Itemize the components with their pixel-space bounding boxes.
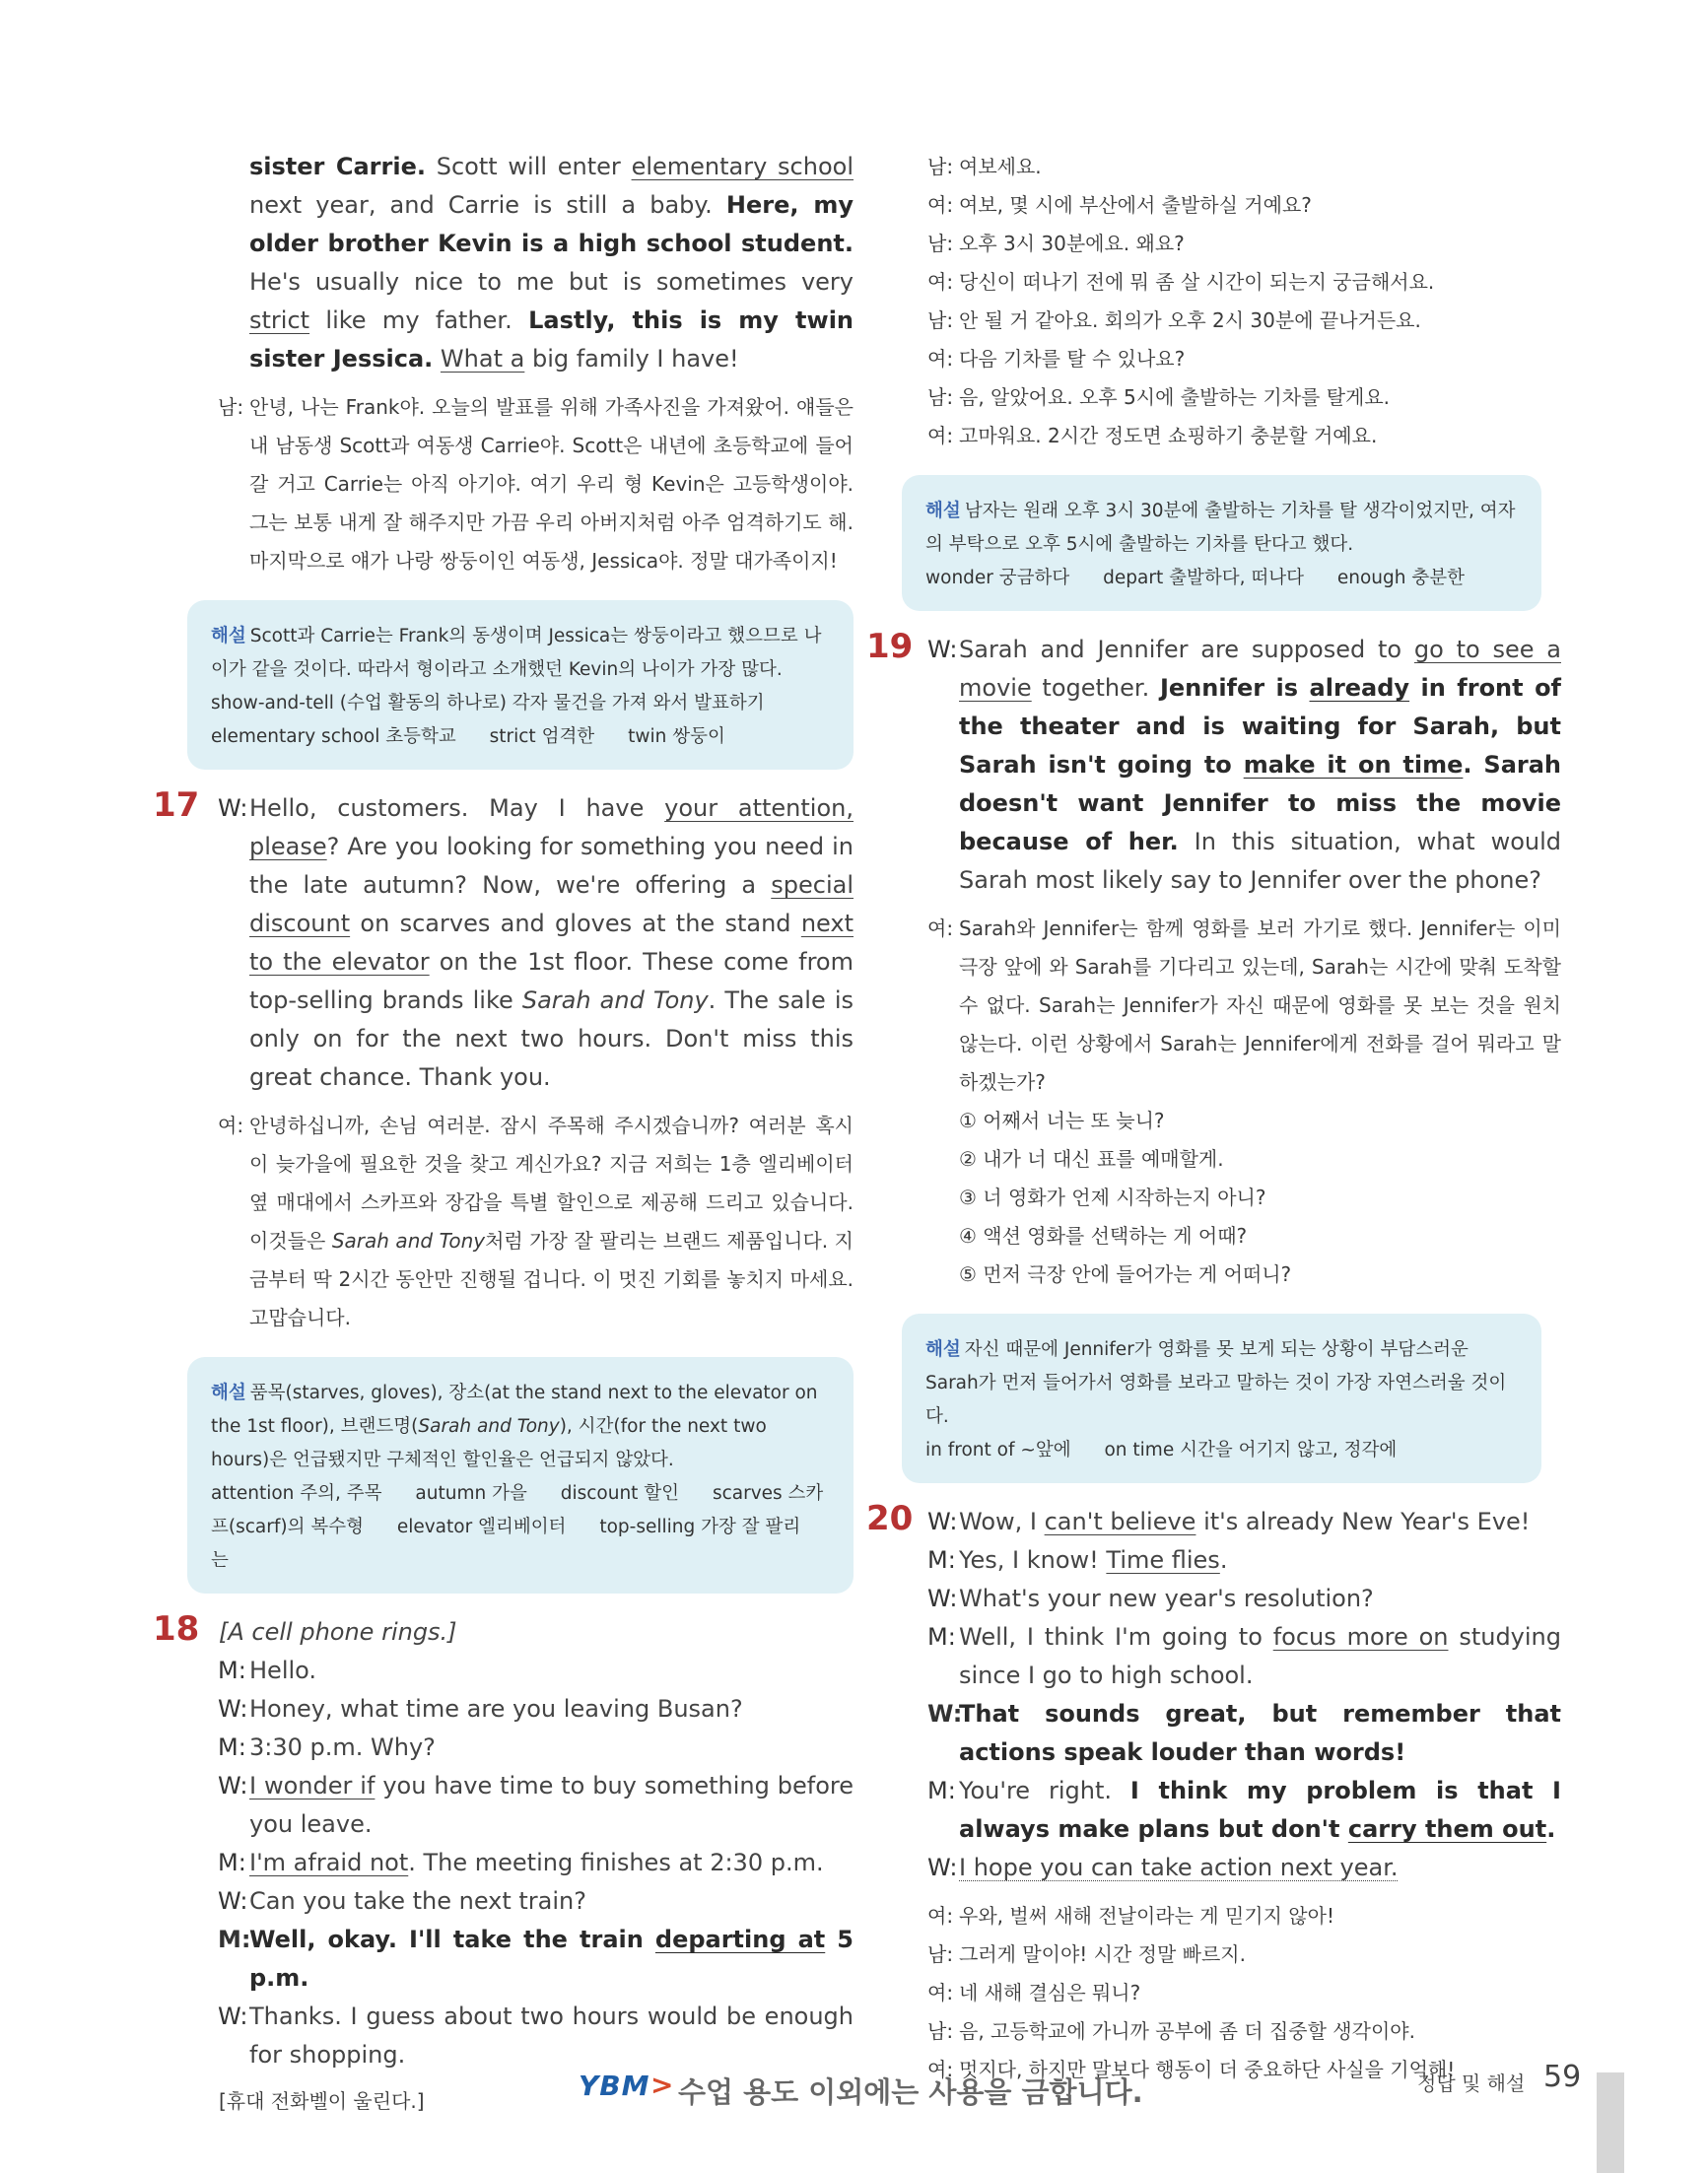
speaker-label: M: <box>218 1926 251 1953</box>
vocab-item: elevator 엘리베이터 <box>396 1517 567 1537</box>
dialogue-underlined: focus more on <box>1272 1623 1449 1651</box>
dialogue-underlined: I hope you can take action next year. <box>959 1854 1399 1881</box>
q18-line <box>158 1767 854 1844</box>
q20-line <box>867 1580 1561 1618</box>
q18-ko-line <box>867 148 1561 186</box>
q17-text: on scarves and gloves at the stand <box>350 910 801 937</box>
speaker-label: 여: <box>927 424 954 447</box>
stage-direction: [A cell phone rings.] <box>219 1618 457 1646</box>
q20-line <box>866 1499 1561 1541</box>
vocab-item: show-and-tell (수업 활동의 하나로) 각자 물건을 가져 와서 발표하기 <box>211 693 765 713</box>
dialogue-text: 5 p.m. <box>249 1926 854 1992</box>
vocab-row <box>211 1483 823 1571</box>
dialogue-text: What's your new year's resolution? <box>959 1585 1374 1612</box>
vocab-item: depart 출발하다, 떠나다 <box>1103 568 1304 588</box>
left-column <box>153 148 854 2121</box>
dialogue-text: Wow, I <box>959 1508 1045 1535</box>
vocab-row <box>211 726 753 747</box>
q16-text <box>433 345 441 373</box>
q16-text: Scott will enter <box>425 153 632 180</box>
vocab-item: wonder 궁금하다 <box>925 568 1070 588</box>
speaker-label: M: <box>218 1733 246 1761</box>
dialogue-underlined: departing at <box>654 1926 826 1953</box>
vocab-item: enough 충분한 <box>1336 568 1465 588</box>
q20-line <box>867 1849 1561 1887</box>
q18-ko-line <box>867 225 1561 263</box>
speaker-label: 여: <box>927 193 954 217</box>
ybm-logo: YBM <box>579 2070 650 2102</box>
q19-korean-text: Sarah와 Jennifer는 함께 영화를 보러 가기로 했다. Jennifer는 이미 극장 앞에 와 Sarah를 기다리고 있는데, Sarah는 시간에 맞춰 도착할 수 없다. Sarah는 Jennifer가 자신 때문에 영화를 못 보는 것을 원치 않는다. 이런 상황에서 Sarah는 Jennifer에게 전화를 걸어 뭐라고 말하겠는가? <box>959 917 1561 1094</box>
vocab-item: twin 쌍둥이 <box>628 726 725 747</box>
korean-dialogue: 여보세요. <box>959 155 1042 178</box>
korean-dialogue: 음, 알았어요. 오후 5시에 출발하는 기차를 탈게요. <box>959 385 1391 409</box>
vocab-item: autumn 가을 <box>415 1483 527 1504</box>
q18-line <box>158 1998 854 2074</box>
answer-option: ③ 너 영화가 언제 시작하는지 아니? <box>959 1186 1266 1209</box>
speaker-label: M: <box>927 1623 956 1651</box>
q19-english <box>866 627 1562 900</box>
dialogue-text: Can you take the next train? <box>249 1887 586 1915</box>
q19-text: In this situation, what would Sarah most likely say to Jennifer over the phone? <box>959 828 1561 894</box>
page-number: 59 <box>1543 2060 1582 2094</box>
question-number: 20 <box>866 1499 914 1538</box>
q17-english <box>153 785 854 1097</box>
q18-ko-line <box>867 378 1561 417</box>
explanation-text: Scott과 Carrie는 Frank의 동생이며 Jessica는 쌍둥이라고 했으므로 나이가 같을 것이다. 따라서 형이라고 소개했던 Kevin의 나이가 가장 많다. <box>211 626 822 680</box>
speaker-label: W: <box>218 1887 248 1915</box>
page-section-label: 정답 및 해설 <box>1417 2071 1526 2095</box>
korean-dialogue: 우와, 벌써 새해 전날이라는 게 믿기지 않아! <box>959 1904 1334 1928</box>
speaker-label: W: <box>927 1585 958 1612</box>
chevron-right-icon: > <box>650 2069 674 2101</box>
q20-ko-line <box>867 1935 1561 1974</box>
q17-korean-translation <box>158 1107 854 1337</box>
korean-dialogue: 여보, 몇 시에 부산에서 출발하실 거예요? <box>959 193 1312 217</box>
q20-ko-line <box>867 1897 1561 1935</box>
q18-ko-line <box>867 340 1561 378</box>
q17-brand: Sarah and Tony <box>331 1229 486 1253</box>
speaker-label: M: <box>927 1546 956 1574</box>
q17-underlined: next to the elevator <box>249 910 854 976</box>
speaker-label: W: <box>927 1700 963 1728</box>
q16-text: sister Carrie. <box>249 153 426 180</box>
vocab-row <box>925 568 1492 588</box>
q20-ko-line <box>867 2012 1561 2051</box>
q20-korean <box>867 1897 1561 2089</box>
answer-option: ① 어째서 너는 또 늦니? <box>959 1109 1165 1132</box>
q19-underlined: already <box>1309 674 1410 702</box>
q18-line <box>158 1882 854 1921</box>
q16-text: Here, my older brother Kevin is a high school student. <box>249 191 854 257</box>
q18-line <box>158 1844 854 1882</box>
explanation-tag: 해설 <box>925 1339 961 1360</box>
vocab-item: on time 시간을 어기지 않고, 정각에 <box>1104 1440 1398 1460</box>
q17-text: . The sale is only on for the next two hours. Don't miss this great chance. Thank you. <box>249 986 854 1091</box>
speaker-label: 여: <box>927 2058 954 2081</box>
q19-text: Sarah and Jennifer are supposed to <box>959 636 1414 663</box>
q16-text: next year, and Carrie is still a baby. <box>249 191 726 219</box>
q20-line <box>867 1618 1561 1695</box>
speaker-label: 여: <box>927 917 954 940</box>
speaker-label: 남: <box>927 2019 954 2043</box>
q19-text: together. <box>1031 674 1160 702</box>
explanation-text: 남자는 원래 오후 3시 30분에 출발하는 기차를 탈 생각이었지만, 여자의 부탁으로 오후 5시에 출발하는 기차를 탄다고 했다. <box>925 501 1516 555</box>
vocab-item: top-selling 가장 잘 팔리는 <box>211 1517 801 1571</box>
speaker-label: M: <box>218 1657 246 1684</box>
speaker-label: W: <box>927 636 958 663</box>
korean-dialogue: 다음 기차를 탈 수 있나요? <box>959 347 1186 371</box>
q19-text: . Sarah doesn't want Jennifer to miss the movie because of her. <box>959 751 1562 855</box>
dialogue-text: . <box>1546 1815 1556 1843</box>
q19-text: Jennifer is <box>1159 674 1310 702</box>
question-number: 19 <box>866 627 914 666</box>
dialogue-text: Well, I think I'm going to <box>959 1623 1273 1651</box>
korean-dialogue: 음, 고등학교에 가니까 공부에 좀 더 집중할 생각이야. <box>959 2019 1415 2043</box>
dialogue-text: Honey, what time are you leaving Busan? <box>249 1695 743 1723</box>
dialogue-text: Thanks. I guess about two hours would be enough for shopping. <box>249 2003 854 2069</box>
dialogue-underlined: I'm afraid not <box>249 1849 409 1876</box>
q16-text: He's usually nice to me but is sometimes very <box>249 268 854 296</box>
q16-korean-translation <box>158 388 854 580</box>
speaker-label: 남: <box>927 1942 954 1966</box>
speaker-label: W: <box>927 1508 958 1535</box>
explanation-text: 품목(starves, gloves), 장소(at the stand next to the elevator on the 1st floor), 브랜드명( <box>211 1383 818 1437</box>
q19-underlined: go to see a movie <box>959 636 1561 702</box>
speaker-label: W: <box>218 2003 248 2030</box>
q18-line <box>158 1921 854 1998</box>
question-number: 17 <box>153 785 200 825</box>
q19-korean-translation <box>867 910 1561 1102</box>
q19-underlined: make it on time <box>1243 751 1464 779</box>
q17-text: on the 1st floor. These come from top-selling brands like <box>249 948 854 1014</box>
dialogue-underlined: can't believe <box>1044 1508 1196 1535</box>
korean-dialogue: 네 새해 결심은 뭐니? <box>959 1981 1141 2004</box>
speaker-label: W: <box>218 794 248 822</box>
korean-dialogue: 멋지다, 하지만 말보다 행동이 더 중요하단 사실을 기억해! <box>959 2058 1456 2081</box>
dialogue-text: . The meeting finishes at 2:30 p.m. <box>408 1849 824 1876</box>
q20-line <box>867 1541 1561 1580</box>
q16-english-text <box>158 148 854 378</box>
answer-option: ② 내가 너 대신 표를 예매할게. <box>959 1147 1224 1171</box>
vocab-item: attention 주의, 주목 <box>211 1483 382 1504</box>
answer-option: ⑤ 먼저 극장 안에 들어가는 게 어떠니? <box>959 1262 1292 1286</box>
q17-underlined: your attention, please <box>249 794 854 860</box>
q17-korean-text: 처럼 가장 잘 팔리는 브랜드 제품입니다. 지금부터 딱 2시간 동안만 진행될 겁니다. 이 멋진 기회를 놓치지 마세요. 고맙습니다. <box>249 1229 854 1329</box>
korean-dialogue: 당신이 떠나기 전에 뭐 좀 살 시간이 되는지 궁금해서요. <box>959 270 1435 294</box>
vocab-item: elementary school 초등학교 <box>211 726 456 747</box>
q17-korean-text: 안녕하십니까, 손님 여러분. 잠시 주목해 주시겠습니까? 여러분 혹시 이 늦가을에 필요한 것을 찾고 계신가요? 지금 저희는 1층 엘리베이터 옆 매대에서 스카프와 장갑을 특별 할인으로 제공해 드리고 있습니다. 이것들은 <box>249 1114 854 1253</box>
q20-line <box>867 1772 1561 1849</box>
q17-underlined: special discount <box>249 871 854 937</box>
dialogue-text: Yes, I know! <box>959 1546 1107 1574</box>
q16-text: like my father. <box>309 306 529 334</box>
vocab-item: scarves 스카프(scarf)의 복수형 <box>211 1483 824 1537</box>
dialogue-underlined: Time flies <box>1106 1546 1220 1574</box>
korean-dialogue: 고마워요. 2시간 정도면 쇼핑하기 충분할 거예요. <box>959 424 1378 447</box>
q18-explanation-box <box>902 475 1541 611</box>
speaker-label: 남: <box>927 308 954 332</box>
korean-dialogue: 안 될 거 같아요. 회의가 오후 2시 30분에 끝나거든요. <box>959 308 1421 332</box>
q17-brand: Sarah and Tony <box>521 986 709 1014</box>
q18-korean-stage: [휴대 전화벨이 울린다.] <box>219 2089 425 2113</box>
speaker-label: 여: <box>927 1904 954 1928</box>
copyright-notice: 수업 용도 이외에는 사용을 금합니다. <box>678 2075 1143 2109</box>
q18-line <box>158 1690 854 1729</box>
page-edge-tab <box>1597 2072 1624 2173</box>
q19-explanation-box <box>902 1314 1541 1483</box>
speaker-label: 남: <box>927 385 954 409</box>
q18-ko-line <box>867 302 1561 340</box>
dialogue-text: studying since I go to high school. <box>959 1623 1561 1689</box>
q19-text: in front of the theater and is waiting for Sarah, but Sarah isn't going to <box>959 674 1561 779</box>
q18-line <box>158 1729 854 1767</box>
speaker-label: W: <box>927 1854 958 1881</box>
vocab-item: strict 엄격한 <box>489 726 595 747</box>
q18-ko-line <box>867 417 1561 455</box>
explanation-text: Sarah and Tony <box>418 1416 560 1437</box>
q16-underlined: What a <box>440 345 525 373</box>
question-number: 18 <box>153 1609 200 1649</box>
explanation-tag: 해설 <box>211 1383 246 1403</box>
speaker-label: W: <box>218 1772 248 1800</box>
speaker-label: 여: <box>927 270 954 294</box>
dialogue-underlined: carry them out <box>1347 1815 1547 1843</box>
q16-underlined: strict <box>249 306 310 334</box>
right-column <box>867 148 1561 2089</box>
q18-line <box>158 1652 854 1690</box>
dialogue-text: Well, okay. I'll take the train <box>249 1926 655 1953</box>
speaker-label: 남: <box>218 395 244 419</box>
speaker-label: 여: <box>927 1981 954 2004</box>
q16-korean-text: 안녕, 나는 Frank야. 오늘의 발표를 위해 가족사진을 가져왔어. 얘들은 내 남동생 Scott과 여동생 Carrie야. Scott은 내년에 초등학교에 들어갈 거고 Carrie는 아직 아기야. 여기 우리 형 Kevin은 고등학생이야. 그는 보통 내게 잘 해주지만 가끔 우리 아버지처럼 아주 엄격하기도 해. 마지막으로 얘가 나랑 쌍둥이인 여동생, Jessica야. 정말 대가족이지! <box>249 395 854 573</box>
explanation-text: ), 시간(for the next two hours)은 언급됐지만 구체적인 할인율은 언급되지 않았다. <box>211 1416 767 1470</box>
dialogue-text: 3:30 p.m. Why? <box>249 1733 436 1761</box>
dialogue-text: Hello. <box>249 1657 317 1684</box>
speaker-label: 여: <box>218 1114 244 1137</box>
q17-text: ? Are you looking for something you need in the late autumn? Now, we're offering a <box>249 833 854 899</box>
q20-line <box>867 1695 1561 1772</box>
vocab-item: in front of ~앞에 <box>925 1440 1071 1460</box>
dialogue-underlined: I wonder if <box>249 1772 376 1800</box>
dialogue-text: I think my problem is that I always make plans but don't <box>959 1777 1561 1843</box>
q18-stage-direction <box>153 1609 854 1652</box>
q16-text: Lastly, this is my twin sister Jessica. <box>249 306 854 373</box>
vocab-item: discount 할인 <box>560 1483 680 1504</box>
q16-underlined: elementary school <box>631 153 854 180</box>
q17-text: Hello, customers. May I have <box>249 794 665 822</box>
speaker-label: 여: <box>927 347 954 371</box>
speaker-label: M: <box>218 1849 246 1876</box>
q17-explanation-box <box>187 1357 854 1594</box>
speaker-label: 남: <box>927 232 954 255</box>
explanation-tag: 해설 <box>925 501 961 521</box>
dialogue-text: That sounds great, but remember that actions speak louder than words! <box>959 1700 1561 1766</box>
dialogue-text: You're right. <box>959 1777 1130 1804</box>
dialogue-text: you have time to buy something before you leave. <box>249 1772 854 1838</box>
explanation-text: 자신 때문에 Jennifer가 영화를 못 보게 되는 상황이 부담스러운 Sarah가 먼저 들어가서 영화를 보라고 말하는 것이 가장 자연스러울 것이다. <box>925 1339 1507 1427</box>
speaker-label: M: <box>927 1777 956 1804</box>
answer-option: ④ 액션 영화를 선택하는 게 어때? <box>959 1224 1248 1248</box>
q16-explanation-box <box>187 600 854 770</box>
speaker-label: W: <box>218 1695 248 1723</box>
dialogue-text: . <box>1219 1546 1228 1574</box>
q18-ko-line <box>867 186 1561 225</box>
korean-dialogue: 오후 3시 30분에요. 왜요? <box>959 232 1185 255</box>
speaker-label: 남: <box>927 155 954 178</box>
q20-ko-line <box>867 1974 1561 2012</box>
q18-ko-line <box>867 263 1561 302</box>
explanation-tag: 해설 <box>211 626 246 646</box>
korean-dialogue: 그러게 말이야! 시간 정말 빠르지. <box>959 1942 1246 1966</box>
dialogue-text: it's already New Year's Eve! <box>1196 1508 1531 1535</box>
vocab-row <box>925 1440 1424 1460</box>
q16-text: big family I have! <box>524 345 739 373</box>
